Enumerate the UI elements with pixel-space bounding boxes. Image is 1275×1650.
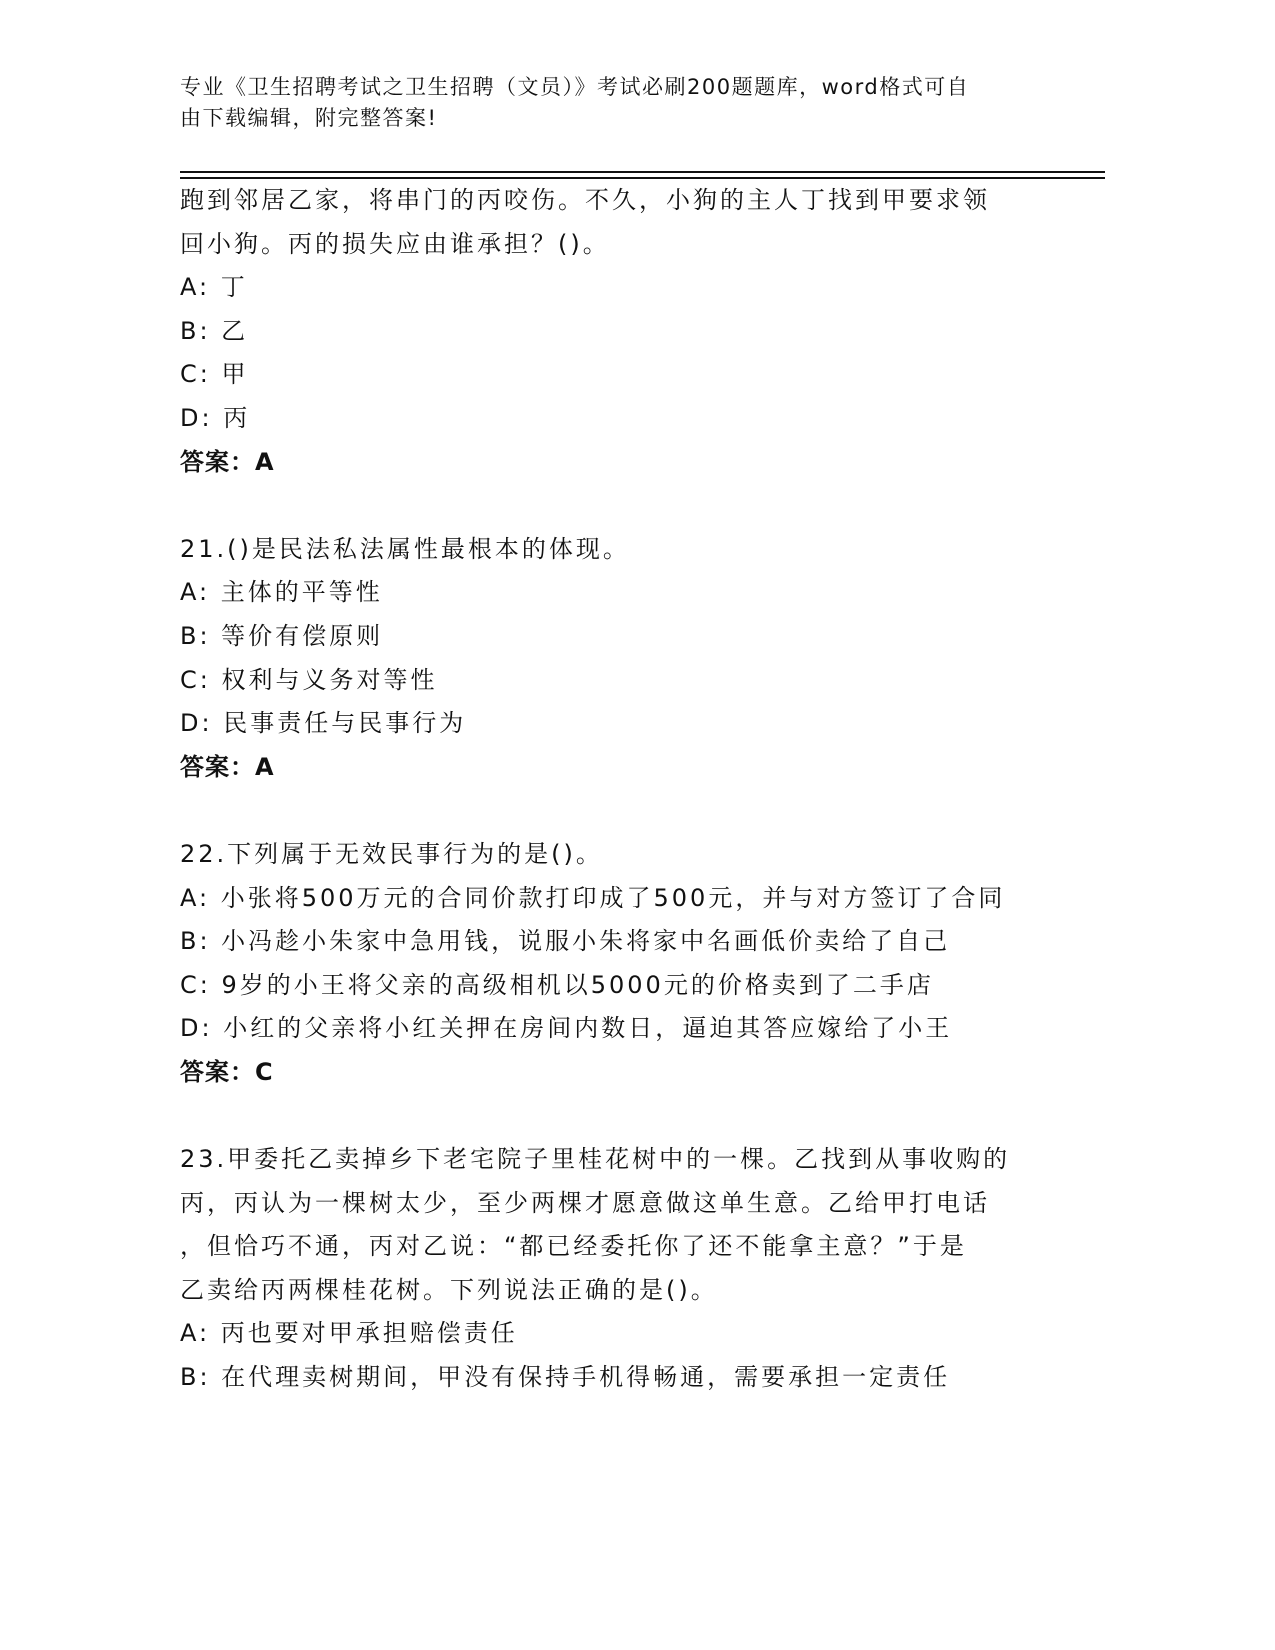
option-c: C: 9岁的小王将父亲的高级相机以5000元的价格卖到了二手店 [180, 970, 934, 999]
question-21 [180, 528, 1040, 790]
question-stem: 跑到邻居乙家，将串门的丙咬伤。不久，小狗的主人丁找到甲要求领 [180, 186, 990, 214]
question-stem: 22.下列属于无效民事行为的是()。 [180, 839, 603, 868]
question-22 [180, 833, 1040, 1095]
option-b: B: 等价有偿原则 [180, 621, 384, 650]
option-a: A: 丙也要对甲承担赔偿责任 [180, 1319, 518, 1348]
option-a: A: 小张将500万元的合同价款打印成了500元，并与对方签订了合同 [180, 883, 1006, 912]
option-d: D: 丙 [180, 403, 251, 432]
answer: 答案：A [180, 752, 275, 781]
question-stem: 21.()是民法私法属性最根本的体现。 [180, 534, 630, 563]
option-c: C: 权利与义务对等性 [180, 665, 438, 694]
answer: 答案：A [180, 447, 275, 476]
question-20 [180, 179, 1040, 484]
question-stem: ，但恰巧不通，丙对乙说：“都已经委托你了还不能拿主意？”于是 [180, 1232, 967, 1261]
header-line-2: 由下载编辑，附完整答案! [180, 106, 438, 130]
option-a: A: 主体的平等性 [180, 578, 383, 607]
header-divider-top [180, 171, 1105, 173]
option-c: C: 甲 [180, 360, 249, 389]
question-stem: 乙卖给丙两棵桂花树。下列说法正确的是()。 [180, 1275, 718, 1304]
option-b: B: 在代理卖树期间，甲没有保持手机得畅通，需要承担一定责任 [180, 1363, 951, 1392]
answer: 答案：C [180, 1057, 274, 1086]
option-d: D: 民事责任与民事行为 [180, 709, 467, 738]
option-b: B: 小冯趁小朱家中急用钱，说服小朱将家中名画低价卖给了自己 [180, 927, 951, 956]
header-line-1: 专业《卫生招聘考试之卫生招聘（文员）》考试必刷200题题库，word格式可自 [180, 75, 970, 99]
option-b: B: 乙 [180, 316, 249, 345]
option-a: A: 丁 [180, 273, 248, 302]
document-header [180, 72, 1040, 134]
option-d: D: 小红的父亲将小红关押在房间内数日，逼迫其答应嫁给了小王 [180, 1014, 953, 1043]
question-23 [180, 1138, 1040, 1400]
question-stem: 丙，丙认为一棵树太少，至少两棵才愿意做这单生意。乙给甲打电话 [180, 1188, 990, 1217]
question-stem: 回小狗。丙的损失应由谁承担？()。 [180, 229, 610, 258]
question-stem: 23.甲委托乙卖掉乡下老宅院子里桂花树中的一棵。乙找到从事收购的 [180, 1145, 1011, 1174]
question-list [180, 179, 1040, 1400]
